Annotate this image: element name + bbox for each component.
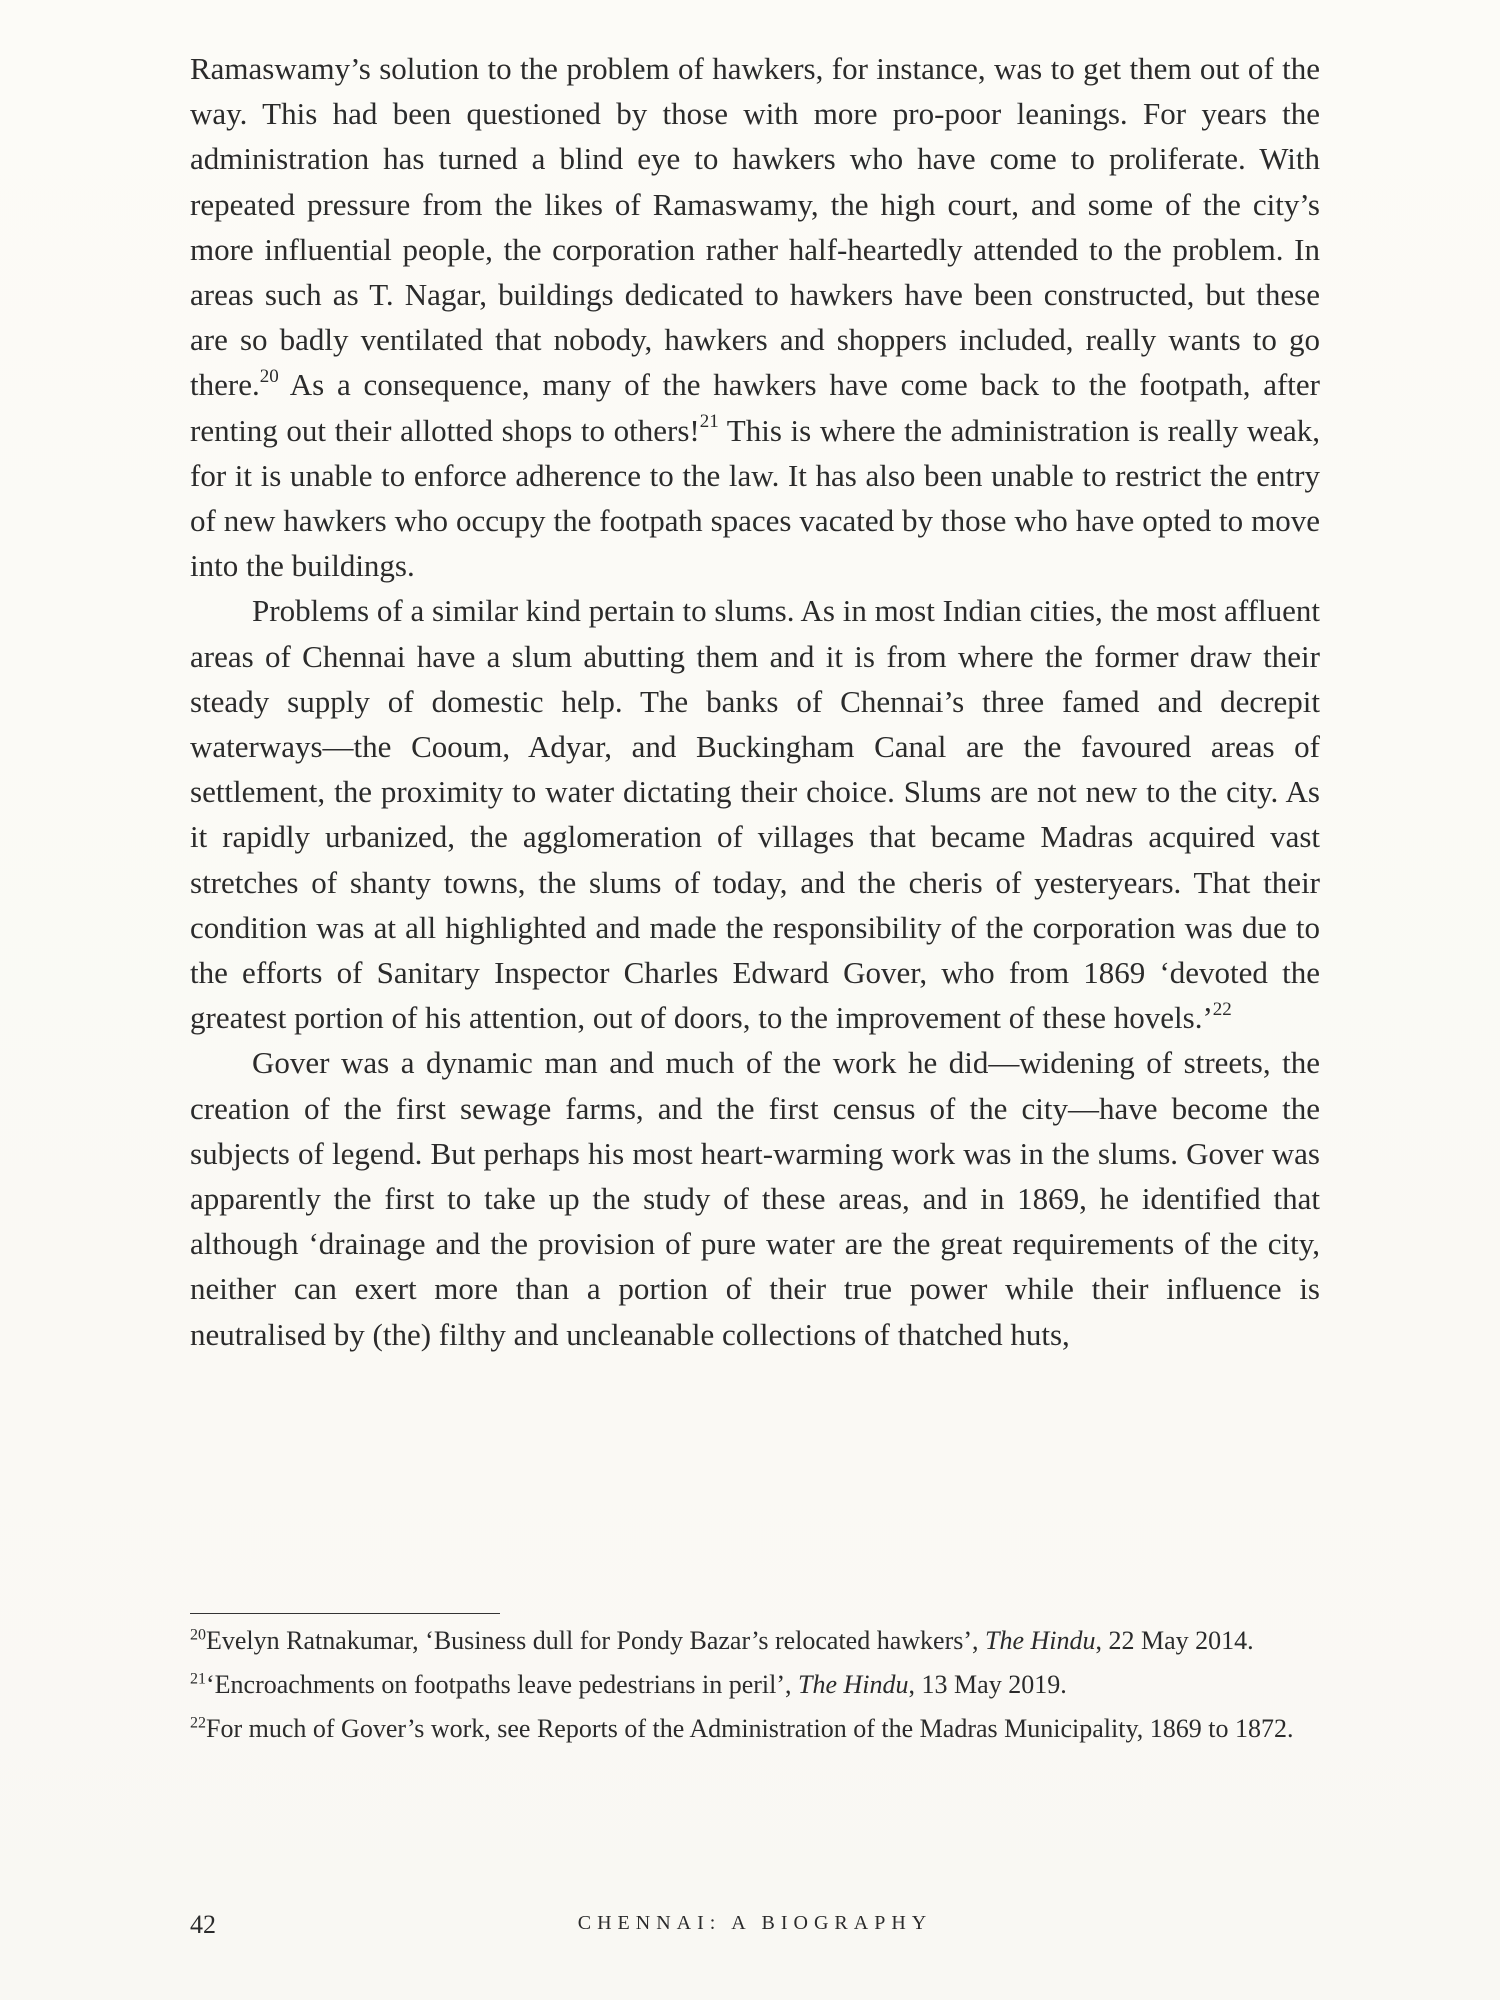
footnote-21 <box>190 1666 1320 1704</box>
footnote-text: For much of Gover’s work, see Reports of the Administration of the Madras Municipality, 1869 to 1872. <box>206 1714 1294 1743</box>
footnote-text: Evelyn Ratnakumar, ‘Business dull for Pondy Bazar’s relocated hawkers’, <box>206 1626 985 1655</box>
footnote-ref-22: 22 <box>1212 998 1232 1020</box>
running-head: CHENNAI: A BIOGRAPHY <box>577 1912 933 1934</box>
paragraph-text: Gover was a dynamic man and much of the work he did—widening of streets, the creation of the first sewage farms, and the first census of the city—have become the subjects of legend. But perhaps his most heart-warming work was in the slums. Gover was apparently the first to take up the study of these areas, and in 1869, he identified that although ‘drainage and the provision of pure water are the great requirements of the city, neither can exert more than a portion of their true power while their influence is neutralised by (the) filthy and uncleanable collections of thatched huts, <box>190 1045 1320 1352</box>
footnote-divider <box>190 1613 500 1614</box>
paragraph-3 <box>190 1040 1320 1356</box>
footnote-text: , 22 May 2014. <box>1095 1626 1254 1655</box>
footnote-text: ‘Encroachments on footpaths leave pedestrians in peril’, <box>206 1670 799 1699</box>
footnote-number: 20 <box>190 1626 206 1644</box>
paragraph-text: As a consequence, many of the hawkers have come back to the footpath, after renting out their allotted shops to others! <box>190 367 1320 448</box>
paragraph-1 <box>190 46 1320 588</box>
footnote-22 <box>190 1710 1320 1748</box>
footnote-number: 22 <box>190 1714 206 1732</box>
footnotes <box>190 1622 1320 1754</box>
footnote-source: The Hindu <box>985 1626 1096 1655</box>
footnote-source: The Hindu <box>798 1670 909 1699</box>
paragraph-text: Ramaswamy’s solution to the problem of hawkers, for instance, was to get them out of the way. This had been questioned by those with more pro-poor leanings. For years the administration has turned a blind eye to hawkers who have come to proliferate. With repeated pressure from the likes of Ramaswamy, the high court, and some of the city’s more influential people, the corporation rather half-heartedly attended to the problem. In areas such as T. Nagar, buildings dedicated to hawkers have been constructed, but these are so badly ventilated that nobody, hawkers and shoppers included, really wants to go there. <box>190 51 1320 403</box>
footnote-ref-20: 20 <box>259 366 279 388</box>
page-number: 42 <box>190 1910 216 1939</box>
footnote-text: , 13 May 2019. <box>908 1670 1067 1699</box>
page-footer <box>190 1910 1320 1950</box>
paragraph-text: Problems of a similar kind pertain to slums. As in most Indian cities, the most affluent areas of Chennai have a slum abutting them and it is from where the former draw their steady supply of domestic help. The banks of Chennai’s three famed and decrepit waterways—the Cooum, Adyar, and Buckingham Canal are the favoured areas of settlement, the proximity to water dictating their choice. Slums are not new to the city. As it rapidly urbanized, the agglomeration of villages that became Madras acquired vast stretches of shanty towns, the slums of today, and the cheris of yesteryears. That their condition was at all highlighted and made the responsibility of the corporation was due to the efforts of Sanitary Inspector Charles Edward Gover, who from 1869 ‘devoted the greatest portion of his attention, out of doors, to the improvement of these hovels.’ <box>190 593 1320 1036</box>
paragraph-text: This is where the administration is really weak, for it is unable to enforce adherence to the law. It has also been unable to restrict the entry of new hawkers who occupy the footpath spaces vacated by those who have opted to move into the buildings. <box>190 412 1320 584</box>
footnote-20 <box>190 1622 1320 1660</box>
main-text <box>190 46 1320 1357</box>
footnote-ref-21: 21 <box>699 411 719 433</box>
footnote-number: 21 <box>190 1670 206 1688</box>
paragraph-2 <box>190 588 1320 1040</box>
